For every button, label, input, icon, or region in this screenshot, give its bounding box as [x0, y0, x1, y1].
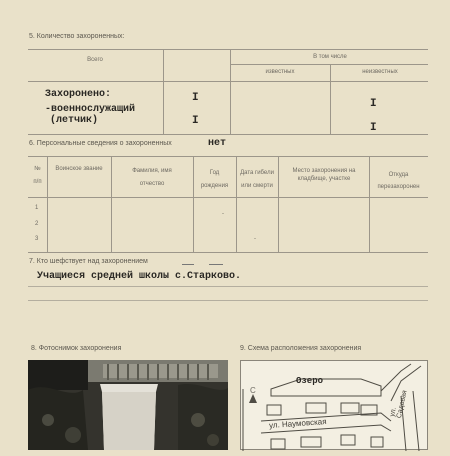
table5-subheader-line	[230, 64, 428, 65]
table5-divider-3	[330, 64, 331, 134]
col-origin-header-line1: Откуда	[388, 172, 409, 178]
col-birth-header-line2: рождения	[200, 183, 229, 189]
row-number-2: 2	[35, 221, 39, 227]
col-name-header	[111, 165, 193, 191]
section7-dash-2	[209, 264, 223, 265]
col-num-header-line2: п/п	[33, 179, 42, 185]
section7-dash-1	[182, 264, 194, 265]
col-death-header-line1: Дата гибели	[240, 170, 274, 176]
col-rank-header: Воинское звание	[55, 166, 103, 172]
row-dash-1: -	[222, 211, 224, 217]
grave-photo	[28, 360, 228, 450]
section9-heading: 9. Схема расположения захоронения	[240, 345, 362, 352]
map-north-label: С	[250, 386, 256, 395]
col-death-header-line2: или смерти	[241, 183, 273, 189]
section7-heading: 7. Кто шефствует над захоронением	[29, 258, 148, 265]
map-street-sadovaya: ул. Садовая	[389, 389, 409, 419]
col-including-header: В том числе	[313, 54, 347, 60]
table5-bottom-border	[28, 134, 428, 135]
location-map	[240, 360, 428, 450]
table5-header-bottom	[28, 81, 428, 82]
map-lake-label: Озеро	[296, 376, 324, 386]
table6-divider-5	[278, 156, 279, 252]
section7-line-1	[28, 286, 428, 287]
grave-photo-image	[28, 360, 228, 450]
section5-heading: 5. Количество захороненных:	[29, 33, 125, 40]
col-total-header: Всего	[87, 57, 103, 63]
row-dash-2: -	[254, 236, 256, 242]
row-number-3: 3	[35, 236, 39, 242]
col-place-header-line2: кладбище, участке	[297, 176, 351, 182]
table6-top-border	[28, 156, 428, 157]
col-num-header	[28, 163, 47, 189]
section7-value: Учащиеся средней школы с.Старково.	[37, 271, 242, 282]
row-label-pilot: (летчик)	[50, 115, 99, 126]
table6-divider-1	[47, 156, 48, 252]
col-unknown-header: неизвестных	[362, 69, 398, 75]
unknown-value-2: I	[370, 122, 377, 134]
col-birth-header	[193, 167, 236, 193]
col-birth-header-line1: Год	[209, 170, 220, 176]
col-known-header: известных	[265, 69, 295, 75]
table6-header-bottom	[28, 197, 428, 198]
col-num-header-line1: №	[34, 166, 41, 172]
col-name-header-line2: отчество	[139, 181, 165, 187]
col-origin-header-line2: перезахоронен	[377, 184, 420, 190]
col-place-header	[280, 167, 368, 183]
unknown-value-1: I	[370, 98, 377, 110]
total-value-1: I	[192, 92, 199, 104]
table5-top-border	[28, 49, 428, 50]
col-death-header	[236, 167, 278, 193]
map-street-naumovskaya: ул. Наумовская	[268, 417, 327, 430]
col-name-header-line1: Фамилия, имя	[132, 168, 172, 174]
row-label-buried: Захоронено:	[45, 89, 112, 100]
table5-divider-1	[163, 49, 164, 134]
section6-heading: 6. Персональные сведения о захороненных	[29, 140, 172, 147]
col-place-header-line1: Место захоронения на	[292, 168, 356, 174]
section7-line-2	[28, 300, 428, 301]
section8-heading: 8. Фотоснимок захоронения	[31, 345, 122, 352]
col-origin-header	[369, 169, 428, 193]
row-label-serviceman: -военнослужащий	[45, 104, 136, 115]
total-value-2: I	[192, 115, 199, 127]
section6-heading-value: нет	[208, 138, 227, 149]
table6-bottom-border	[28, 252, 428, 253]
row-number-1: 1	[35, 205, 39, 211]
table5-divider-2	[230, 49, 231, 134]
